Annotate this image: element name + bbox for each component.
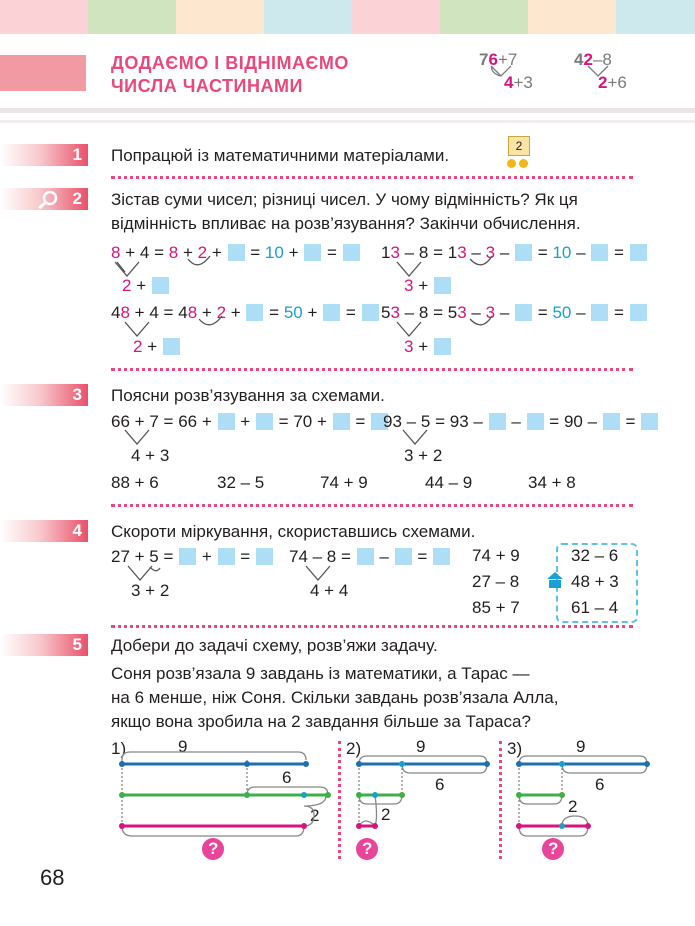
- task-5-text: Добери до задачі схему, розв’яжи задачу.: [111, 636, 438, 655]
- ex2-split-op: +: [607, 73, 618, 92]
- task-3-text: Поясни розв’язування за схемами.: [111, 386, 385, 405]
- op: =: [154, 243, 165, 262]
- ex2-tens: 4: [574, 50, 584, 69]
- op: +: [240, 412, 251, 431]
- op: =: [433, 303, 444, 322]
- table-cell: 61 – 4: [571, 598, 619, 617]
- op: +: [125, 243, 136, 262]
- op: +: [317, 412, 327, 431]
- task-3-exercise-1: 88 + 6: [111, 473, 159, 492]
- op: +: [134, 303, 145, 322]
- eq-a-4: 4: [139, 243, 150, 262]
- task-3-right-split: 3 + 2: [404, 446, 443, 465]
- scheme-3-9: 9: [576, 737, 586, 756]
- ex2-ones: 2: [583, 50, 593, 69]
- d: 3: [457, 243, 467, 262]
- op: –: [587, 412, 598, 431]
- d: 93: [383, 412, 402, 431]
- d: 4: [111, 303, 121, 322]
- task-3-label: 3: [72, 385, 82, 404]
- op: –: [473, 412, 483, 431]
- op: =: [240, 547, 251, 566]
- op: –: [471, 303, 481, 322]
- scheme-3-6: 6: [595, 775, 605, 794]
- op: +: [136, 276, 147, 295]
- op: –: [471, 243, 481, 262]
- d: 5: [447, 303, 458, 322]
- op: +: [418, 337, 429, 356]
- scheme-2-9: 9: [416, 737, 426, 756]
- scheme-3-2: 2: [568, 797, 578, 816]
- materials-badge-number: 2: [515, 139, 523, 153]
- d: 2: [133, 337, 143, 356]
- op: –: [499, 243, 510, 262]
- problem-line-2: на 6 менше, ніж Соня. Скільки завдань розв’язала Алла,: [111, 688, 559, 707]
- d: 8: [120, 303, 130, 322]
- eq-a-2: 2: [197, 243, 208, 262]
- op: =: [435, 412, 445, 431]
- d: 3: [457, 303, 467, 322]
- task-4-label: 4: [72, 521, 82, 540]
- ex1-split-b: 3: [523, 73, 533, 92]
- d: 4: [149, 303, 159, 322]
- d: 8: [418, 243, 429, 262]
- op: =: [163, 303, 174, 322]
- op: –: [576, 303, 586, 322]
- op: =: [537, 303, 548, 322]
- ten: 10: [552, 243, 572, 262]
- eq-a-8b: 8: [168, 243, 179, 262]
- table-cell: 85 + 7: [472, 598, 520, 617]
- task-3-exercise-2: 32 – 5: [217, 473, 265, 492]
- op: –: [404, 303, 415, 322]
- fifty: 50: [552, 303, 572, 322]
- task-4-right-split: 4 + 4: [310, 581, 349, 600]
- scheme-2-label: 2): [346, 739, 362, 758]
- table-cell: 27 – 8: [472, 572, 520, 591]
- op: +: [211, 243, 222, 262]
- op: =: [345, 303, 356, 322]
- ex1-split-a: 4: [504, 73, 514, 92]
- d: 2: [216, 303, 227, 322]
- d: 70: [293, 412, 313, 431]
- op: =: [278, 412, 289, 431]
- op: =: [537, 243, 548, 262]
- d: 5: [381, 303, 391, 322]
- op: –: [379, 547, 389, 566]
- d: 1: [447, 243, 458, 262]
- d: 66: [111, 412, 130, 431]
- op: +: [201, 412, 212, 431]
- d: 3: [390, 303, 400, 322]
- d: 3: [390, 243, 400, 262]
- ex1-ones: 6: [488, 50, 498, 69]
- ex2-split-a: 2: [598, 73, 608, 92]
- task-3-exercise-3: 74 + 9: [320, 473, 368, 492]
- task-3-left-split: 4 + 3: [131, 446, 170, 465]
- d: 1: [381, 243, 391, 262]
- table-cell: 48 + 3: [571, 572, 619, 591]
- scheme-2-2: 2: [381, 805, 391, 824]
- task-4-left-split: 3 + 2: [131, 581, 170, 600]
- ex1-b: 7: [507, 50, 518, 69]
- op: –: [406, 412, 417, 431]
- title-line-2: ЧИСЛА ЧАСТИНАМИ: [111, 76, 303, 96]
- ex2-op: –: [592, 50, 603, 69]
- d: 8: [187, 303, 198, 322]
- task-2-line-1: Зістав суми чисел; різниці чисел. У чому відмінність? Як ця: [111, 190, 578, 209]
- op: =: [355, 412, 366, 431]
- task-3-exercise-4: 44 – 9: [425, 473, 473, 492]
- scheme-1-question: ?: [208, 839, 219, 858]
- task-1-text: Попрацюй із математичними матеріалами.: [111, 146, 450, 165]
- scheme-2-question: ?: [362, 839, 373, 858]
- d: 5: [420, 412, 431, 431]
- ex1-tens: 7: [479, 50, 489, 69]
- op: –: [499, 303, 510, 322]
- op: =: [614, 243, 624, 262]
- ex1-split-op: +: [513, 73, 524, 92]
- op: =: [269, 303, 280, 322]
- eq-a-8: 8: [111, 243, 121, 262]
- d: 7: [149, 412, 159, 431]
- task-2-line-2: відмінність впливає на розв’язування? Закінчи обчислення.: [111, 214, 581, 233]
- d: 4: [178, 303, 188, 322]
- expr: 27 + 5 =: [111, 547, 174, 566]
- task-2-label: 2: [72, 189, 82, 208]
- op: =: [433, 243, 444, 262]
- op: =: [163, 412, 174, 431]
- task-1-label: 1: [72, 145, 82, 164]
- expr: 74 – 8 =: [289, 547, 351, 566]
- d: 90: [563, 412, 583, 431]
- d: 3: [485, 303, 496, 322]
- table-cell: 74 + 9: [472, 546, 520, 565]
- scheme-1-9: 9: [178, 737, 188, 756]
- op: +: [288, 243, 299, 262]
- scheme-2-6: 6: [435, 775, 445, 794]
- d: 3: [485, 243, 496, 262]
- problem-line-3: якщо вона зробила на 2 завдання більше за Тараса?: [111, 712, 531, 731]
- op: –: [511, 412, 521, 431]
- fifty: 50: [283, 303, 303, 322]
- scheme-3-label: 3): [507, 739, 523, 758]
- op: =: [625, 412, 636, 431]
- op: +: [418, 276, 429, 295]
- op: +: [182, 243, 193, 262]
- scheme-3-question: ?: [548, 839, 559, 858]
- table-cell: 32 – 6: [571, 546, 619, 565]
- task-5-label: 5: [72, 635, 82, 654]
- op: =: [549, 412, 560, 431]
- task-3-exercise-5: 34 + 8: [528, 473, 576, 492]
- op: +: [201, 547, 212, 566]
- op: +: [147, 337, 158, 356]
- scheme-1-label: 1): [111, 739, 127, 758]
- op: +: [134, 412, 145, 431]
- task-4-text: Скороти міркування, скориставшись схемами.: [111, 522, 476, 541]
- op: –: [576, 243, 586, 262]
- eq-a-10: 10: [264, 243, 284, 262]
- op: –: [404, 243, 415, 262]
- scheme-1-2: 2: [310, 806, 320, 825]
- title-line-1: ДОДАЄМО І ВІДНІМАЄМО: [111, 53, 349, 73]
- op: +: [307, 303, 318, 322]
- op: =: [250, 243, 261, 262]
- split-2: 2: [122, 276, 132, 295]
- op: +: [201, 303, 212, 322]
- problem-line-1: Соня розв’язала 9 завдань із математики, а Тарас —: [111, 664, 530, 683]
- d: 93: [449, 412, 469, 431]
- page-number: 68: [40, 865, 65, 890]
- d: 3: [404, 337, 414, 356]
- ex2-split-b: 6: [617, 73, 627, 92]
- scheme-1-6: 6: [282, 768, 292, 787]
- d: 8: [418, 303, 429, 322]
- ex1-op: +: [497, 50, 508, 69]
- op: =: [326, 243, 337, 262]
- ex2-b: 8: [602, 50, 612, 69]
- d: 3: [404, 276, 414, 295]
- op: +: [230, 303, 241, 322]
- op: =: [417, 547, 428, 566]
- op: =: [614, 303, 624, 322]
- d: 66: [178, 412, 198, 431]
